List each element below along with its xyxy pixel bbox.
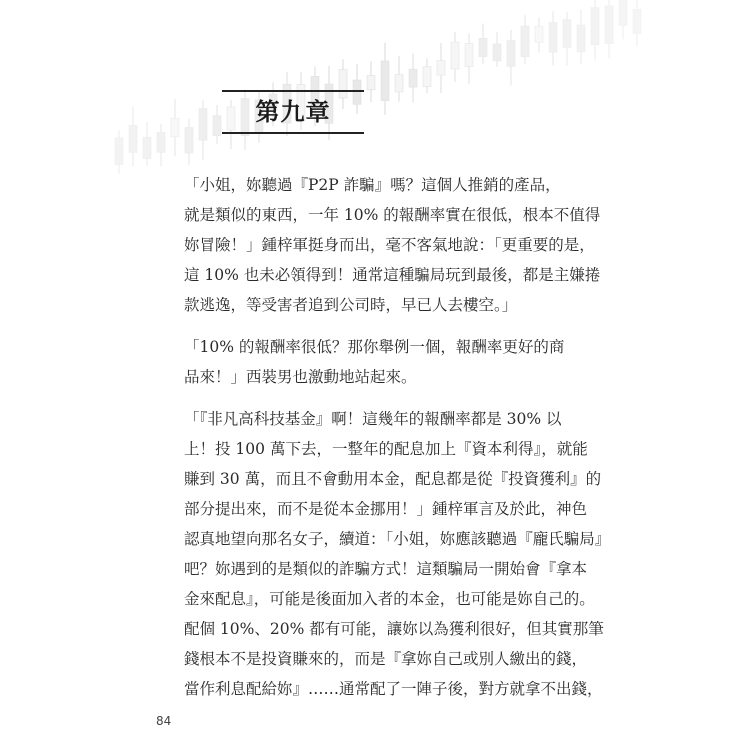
candle-decoration — [185, 119, 193, 165]
text-line: 上！投 100 萬下去，一整年的配息加上『資本利得』，就能 — [184, 440, 588, 458]
text-line: 部分提出來，而不是從本金挪用！」鍾梓軍言及於此，神色 — [184, 500, 588, 518]
candle-decoration — [423, 58, 431, 93]
text-line: 這 10% 也未必領得到！通常這種騙局玩到最後，都是主嫌捲 — [184, 266, 601, 284]
candle-decoration — [633, 0, 641, 46]
candle-decoration — [171, 99, 179, 156]
candle-decoration — [577, 10, 585, 65]
page-number: 84 — [156, 714, 172, 728]
candle-decoration — [563, 12, 571, 66]
text-line: 品來！」西裝男也激動地站起來。 — [184, 368, 417, 386]
candle-decoration — [381, 43, 389, 115]
candle-decoration — [507, 30, 515, 85]
candle-decoration — [437, 43, 445, 93]
candle-decoration — [591, 0, 599, 60]
candle-decoration — [479, 24, 487, 64]
heading-rule-top — [222, 90, 364, 92]
candle-decoration — [213, 105, 221, 144]
candle-decoration — [493, 32, 501, 67]
candle-decoration — [451, 32, 459, 82]
body-text — [184, 170, 611, 716]
text-line: 認真地望向那名女子，續道：「小姐，妳應該聽過『龐氏騙局』 — [184, 530, 611, 548]
chapter-title: 第九章 — [255, 97, 331, 126]
paragraph-2 — [184, 332, 584, 392]
text-line: 配個 10%、20% 都有可能，讓妳以為獲利很好，但其實那筆 — [184, 620, 604, 638]
candle-decoration — [605, 0, 613, 59]
candle-decoration — [395, 56, 403, 102]
paragraph-3 — [184, 404, 611, 704]
text-line: 「小姐，妳聽過『P2P 詐騙』嗎？這個人推銷的產品， — [184, 176, 561, 194]
text-line: 吧？妳遇到的是類似的詐騙方式！這類騙局一開始會『拿本 — [184, 560, 588, 578]
text-line: 當作利息配給妳』……通常配了一陣子後，對方就拿不出錢， — [184, 680, 603, 698]
candle-decoration — [465, 33, 473, 83]
text-line: 就是類似的東西，一年 10% 的報酬率實在很低，根本不值得 — [184, 206, 601, 224]
candle-decoration — [199, 100, 207, 160]
text-line: 妳冒險！」鍾梓軍挺身而出，毫不客氣地說：「更重要的是， — [184, 236, 595, 254]
text-line: 錢根本不是投資賺來的，而是『拿妳自己或別人繳出的錢， — [184, 650, 588, 668]
candle-decoration — [143, 122, 151, 166]
text-line: 款逃逸，等受害者追到公司時，早已人去樓空。」 — [184, 296, 518, 314]
paragraph-1 — [184, 170, 601, 320]
candle-decoration — [619, 0, 627, 39]
candle-decoration — [157, 124, 165, 166]
candle-decoration — [115, 130, 123, 174]
candle-decoration — [129, 107, 137, 167]
candle-decoration — [367, 61, 375, 102]
candle-decoration — [535, 18, 543, 53]
text-line: 賺到 30 萬，而且不會動用本金，配息都是從『投資獲利』的 — [184, 470, 602, 488]
text-line: 「『非凡高科技基金』啊！這幾年的報酬率都是 30% 以 — [184, 410, 562, 428]
text-line: 金來配息』，可能是後面加入者的本金，也可能是妳自己的。 — [184, 590, 595, 608]
candle-decoration — [549, 11, 557, 65]
candle-decoration — [521, 15, 529, 64]
candle-decoration — [409, 53, 417, 102]
chapter-heading — [222, 90, 364, 134]
text-line: 「10% 的報酬率很低？那你舉例一個，報酬率更好的商 — [184, 338, 565, 356]
heading-rule-bottom — [222, 132, 364, 134]
